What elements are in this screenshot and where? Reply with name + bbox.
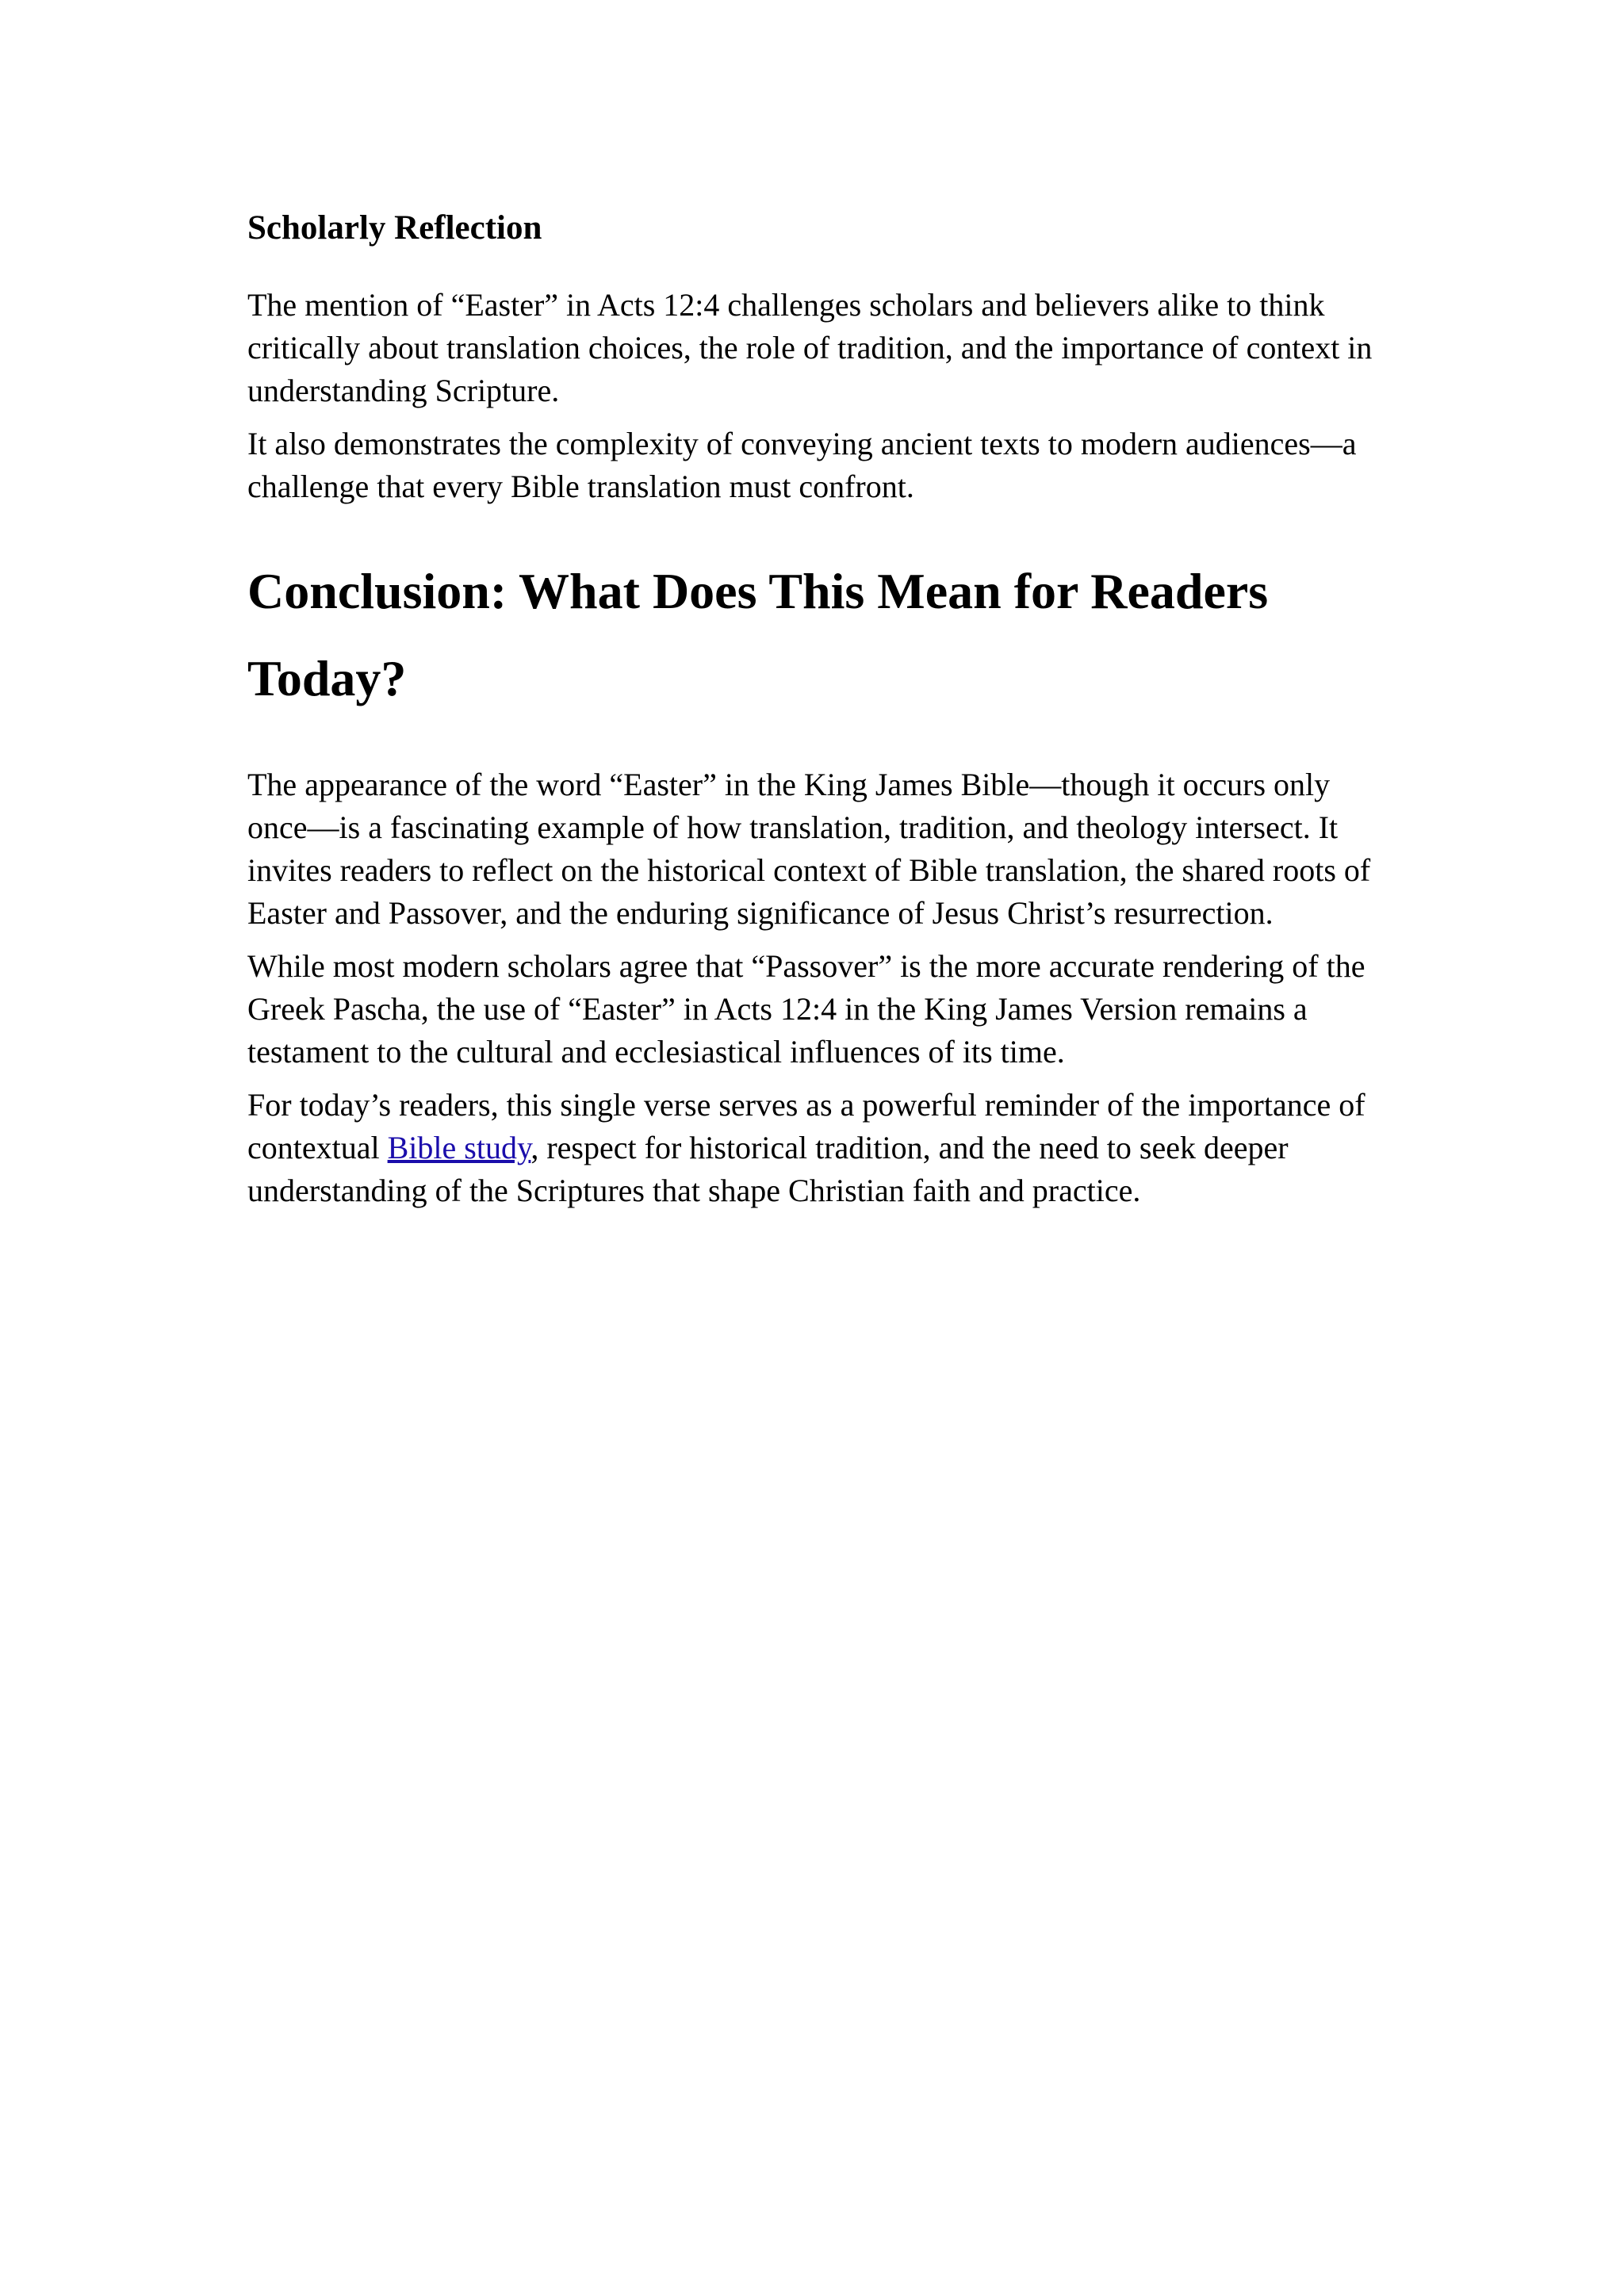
conclusion-paragraph-2: While most modern scholars agree that “Passover” is the more accurate rendering of the Greek Pascha, the use of “Easter” in Acts 12:4 in the King James Version remains a testament to the cultural and ecclesiastical influences of its time. <box>247 947 1365 1070</box>
scholarly-reflection-heading: Scholarly Reflection <box>247 209 542 247</box>
bible-study-link[interactable]: Bible study <box>387 1129 531 1165</box>
conclusion-paragraph-1: The appearance of the word “Easter” in the King James Bible—though it occurs only once—is a fascinating example of how translation, tradition, and theology intersect. It invites readers to reflect on the historical context of Bible translation, the shared roots of Easter and Passover, and the enduring significance of Jesus Christ’s resurrection. <box>247 766 1371 931</box>
conclusion-paragraph-3-text-start: For today’s readers, this single verse serves as a powerful reminder of the importance of contextual <box>247 1086 1365 1165</box>
scholarly-paragraph-1: The mention of “Easter” in Acts 12:4 challenges scholars and believers alike to think critically about translation choices, the role of tradition, and the importance of context in understanding Scripture. <box>247 286 1373 408</box>
conclusion-paragraph-3 <box>247 1084 1389 1212</box>
conclusion-paragraph-3-text-end: , respect for historical tradition, and the need to seek deeper understanding of the Scriptures that shape Christian faith and practice. <box>247 1129 1289 1208</box>
document-page <box>247 208 1389 1223</box>
scholarly-paragraph-2: It also demonstrates the complexity of conveying ancient texts to modern audiences—a challenge that every Bible translation must confront. <box>247 425 1357 504</box>
conclusion-heading: Conclusion: What Does This Mean for Readers Today? <box>247 562 1269 706</box>
